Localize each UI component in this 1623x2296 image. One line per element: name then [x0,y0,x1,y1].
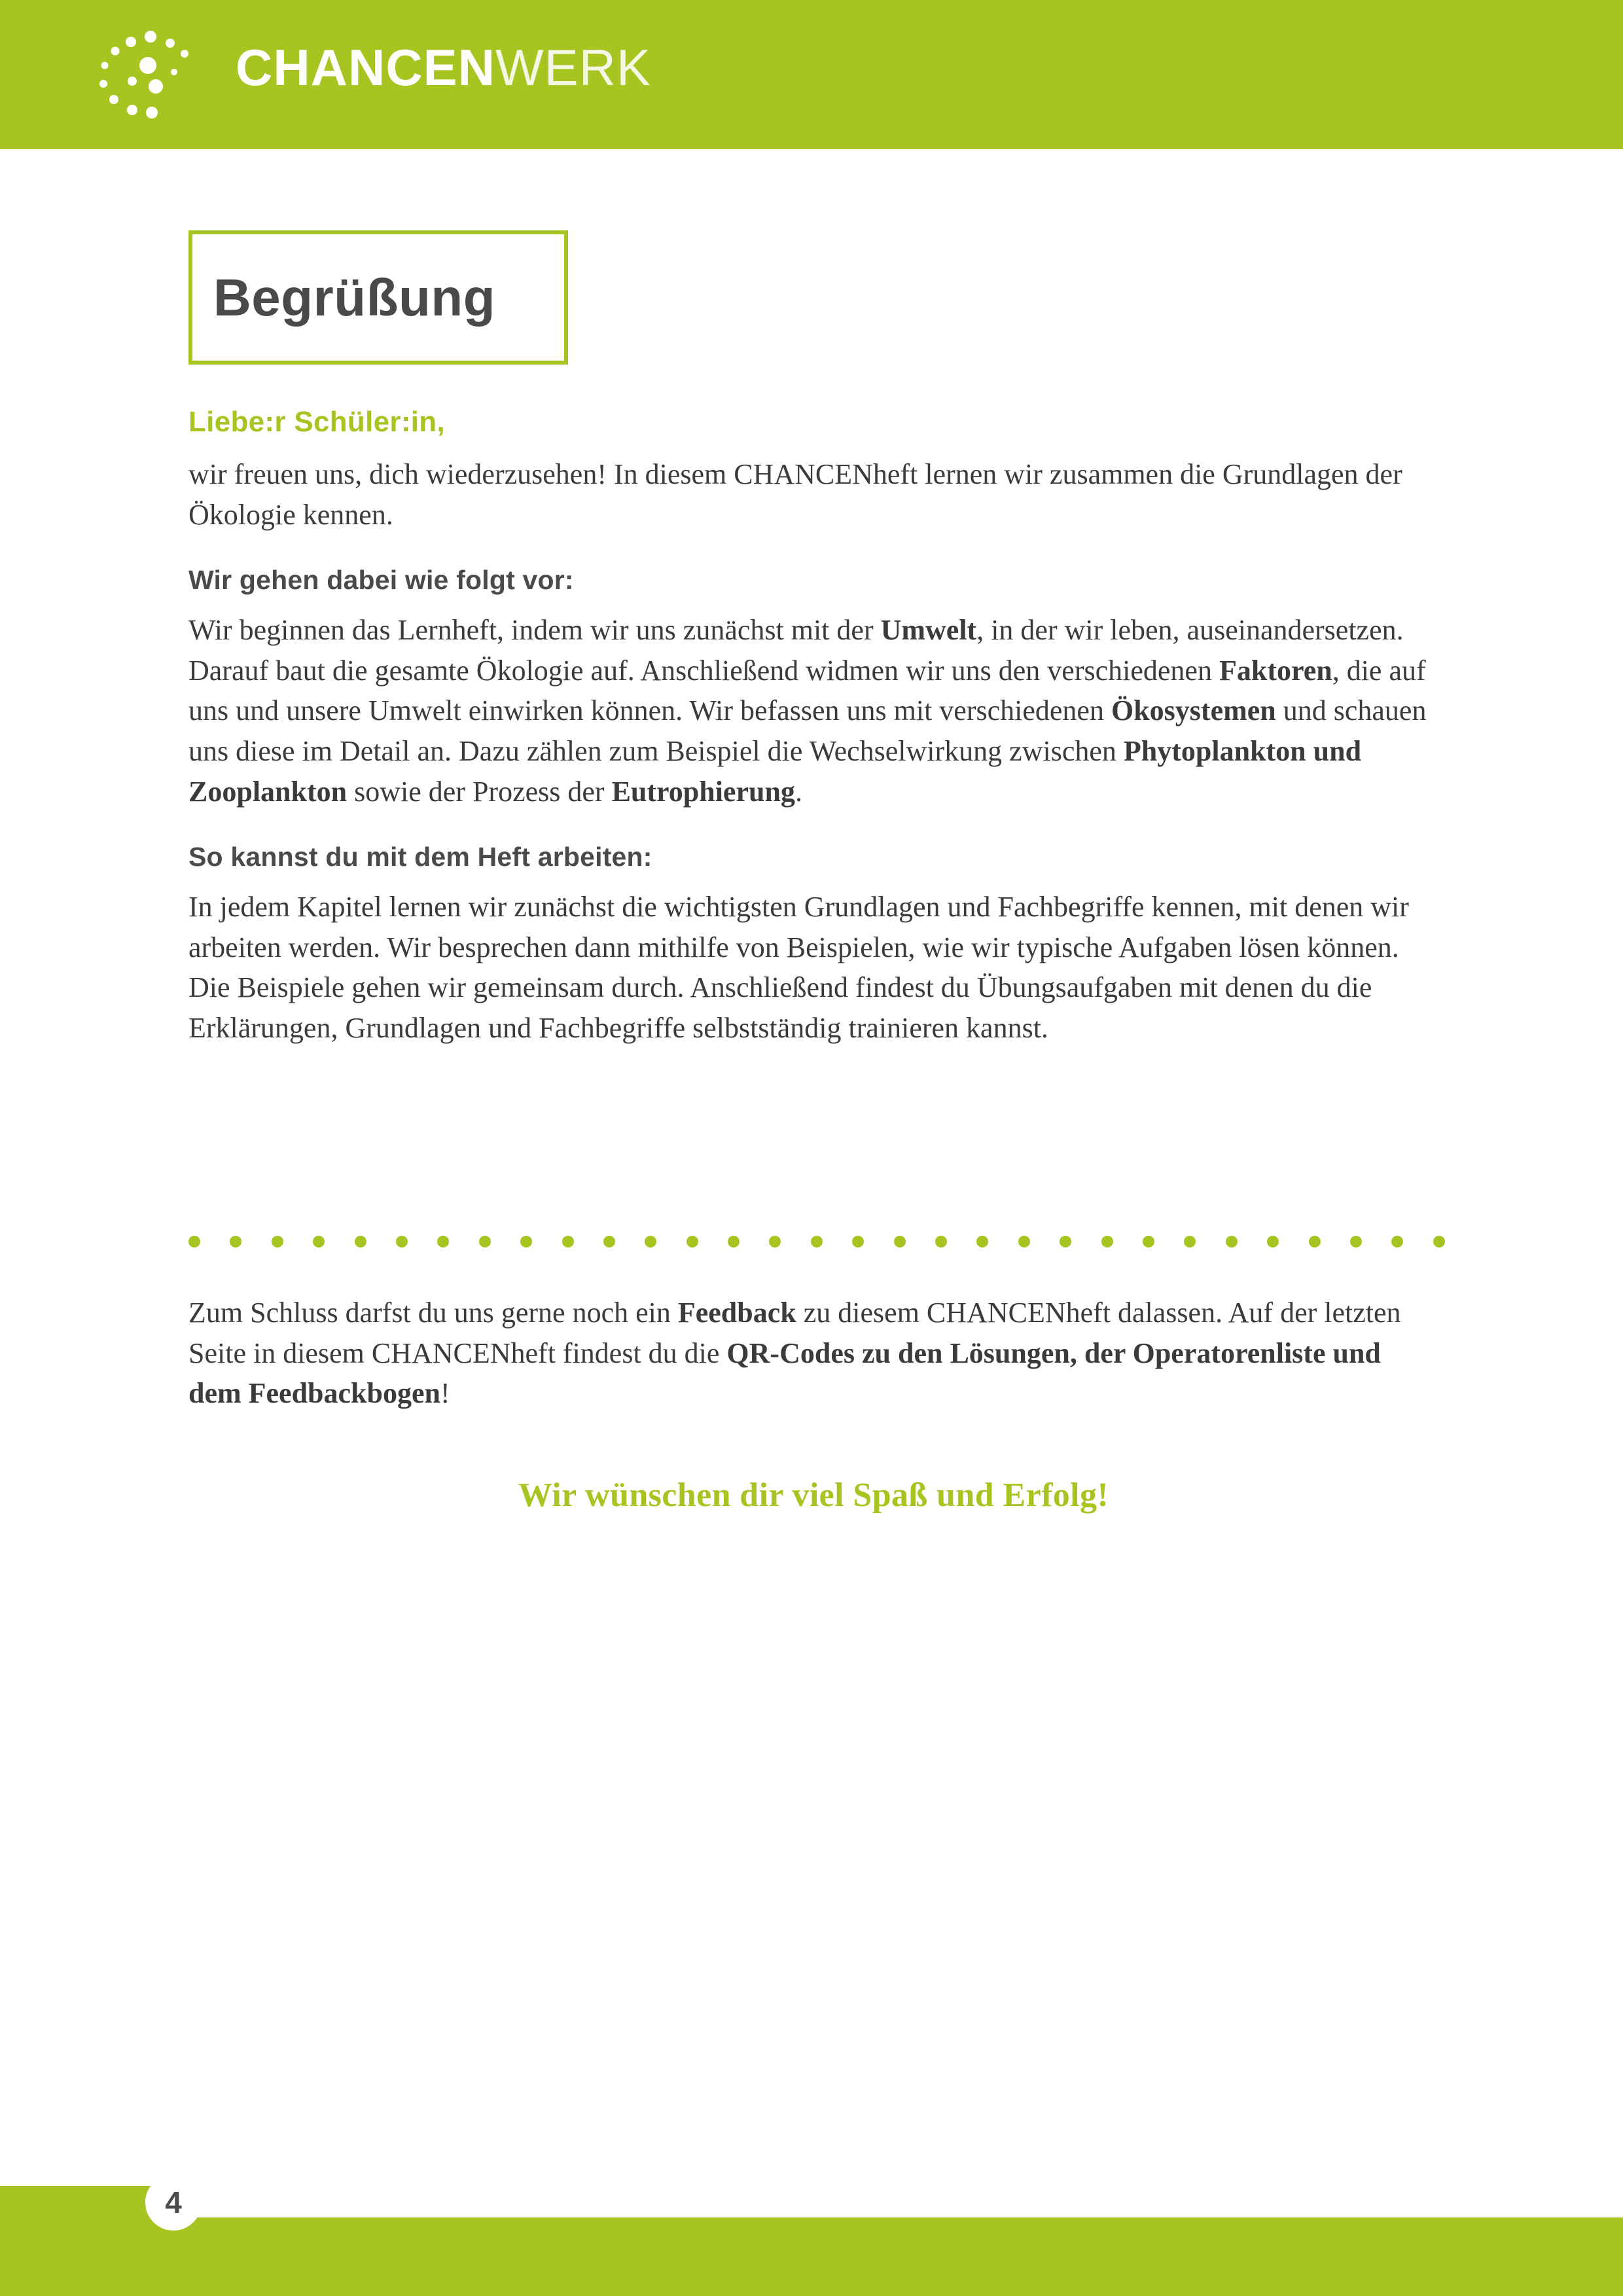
divider-dot [1391,1236,1403,1247]
page-title-box [188,230,568,365]
feedback-section [188,1293,1438,1418]
paragraph-how-to-work: In jedem Kapitel lernen wir zunächst die wichtigsten Grundlagen und Fachbegriffe kennen, mit denen wir arbeiten werden. Wir besprechen dann mithilfe von Beispielen, wie wir typische Aufgaben lösen können. Die Beispiele gehen wir gemeinsam durch. Anschließend findest du Übungsaufgaben mit denen du die Erklärungen, Grundlagen und Fachbegriffe selbstständig trainieren kannst. [188,891,1409,1044]
divider-dot [355,1236,366,1247]
dotted-divider [188,1234,1445,1249]
divider-dot [313,1236,325,1247]
divider-dot [1350,1236,1362,1247]
divider-dot [1433,1236,1445,1247]
divider-dot [645,1236,656,1247]
divider-dot [1018,1236,1030,1247]
divider-dot [520,1236,532,1247]
divider-dot [188,1236,200,1247]
paragraph-procedure: Wir beginnen das Lernheft, indem wir uns zunächst mit der Umwelt, in der wir leben, auseinandersetzen. Darauf baut die gesamte Ökologie auf. Anschließend widmen wir uns den verschiedenen Faktoren, die auf uns und unsere Umwelt einwirken können. Wir befassen uns mit verschiedenen Ökosystemen und schauen uns diese im Detail an. Dazu zählen zum Beispiel die Wechselwirkung zwischen Phytoplankton und Zooplankton sowie der Prozess der Eutrophierung. [188,614,1427,808]
chancenwerk-dots-icon [85,26,216,124]
page-title: Begrüßung [213,268,496,327]
divider-dot [728,1236,740,1247]
divider-dot [852,1236,864,1247]
logo-wordmark-secondary: WERK [495,39,651,96]
divider-dot [1184,1236,1196,1247]
divider-dot [1060,1236,1071,1247]
logo-wordmark-primary: CHANCEN [236,39,495,96]
paragraph-feedback: Zum Schluss darfst du uns gerne noch ein Feedback zu diesem CHANCENheft dalassen. Auf der letzten Seite in diesem CHANCENheft findest du die QR-Codes zu den Lösungen, der Operatorenliste und dem Feedbackbogen! [188,1297,1401,1410]
divider-dot [1101,1236,1113,1247]
divider-dot [437,1236,449,1247]
divider-dot [976,1236,988,1247]
closing-line: Wir wünschen dir viel Spaß und Erfolg! [518,1477,1109,1514]
divider-dot [562,1236,574,1247]
divider-dot [769,1236,781,1247]
divider-dot [1143,1236,1154,1247]
page-number: 4 [145,2174,202,2231]
divider-dot [272,1236,283,1247]
greeting-line: Liebe:r Schüler:in, [188,406,445,438]
divider-dot [894,1236,906,1247]
subheading-how-to-work: So kannst du mit dem Heft arbeiten: [188,842,652,872]
divider-dot [1267,1236,1279,1247]
intro-paragraph: wir freuen uns, dich wiederzusehen! In diesem CHANCENheft lernen wir zusammen die Grundlagen der Ökologie kennen. [188,458,1402,531]
main-content [188,406,1438,1052]
divider-dot [1226,1236,1238,1247]
header-bar [0,0,1623,149]
logo [85,20,651,131]
divider-dot [479,1236,491,1247]
divider-dot [687,1236,698,1247]
footer-bar [0,2217,1623,2296]
subheading-procedure: Wir gehen dabei wie folgt vor: [188,565,574,596]
divider-dot [230,1236,241,1247]
divider-dot [396,1236,408,1247]
divider-dot [811,1236,823,1247]
divider-dot [1309,1236,1321,1247]
divider-dot [935,1236,947,1247]
logo-wordmark [236,39,651,96]
divider-dot [603,1236,615,1247]
